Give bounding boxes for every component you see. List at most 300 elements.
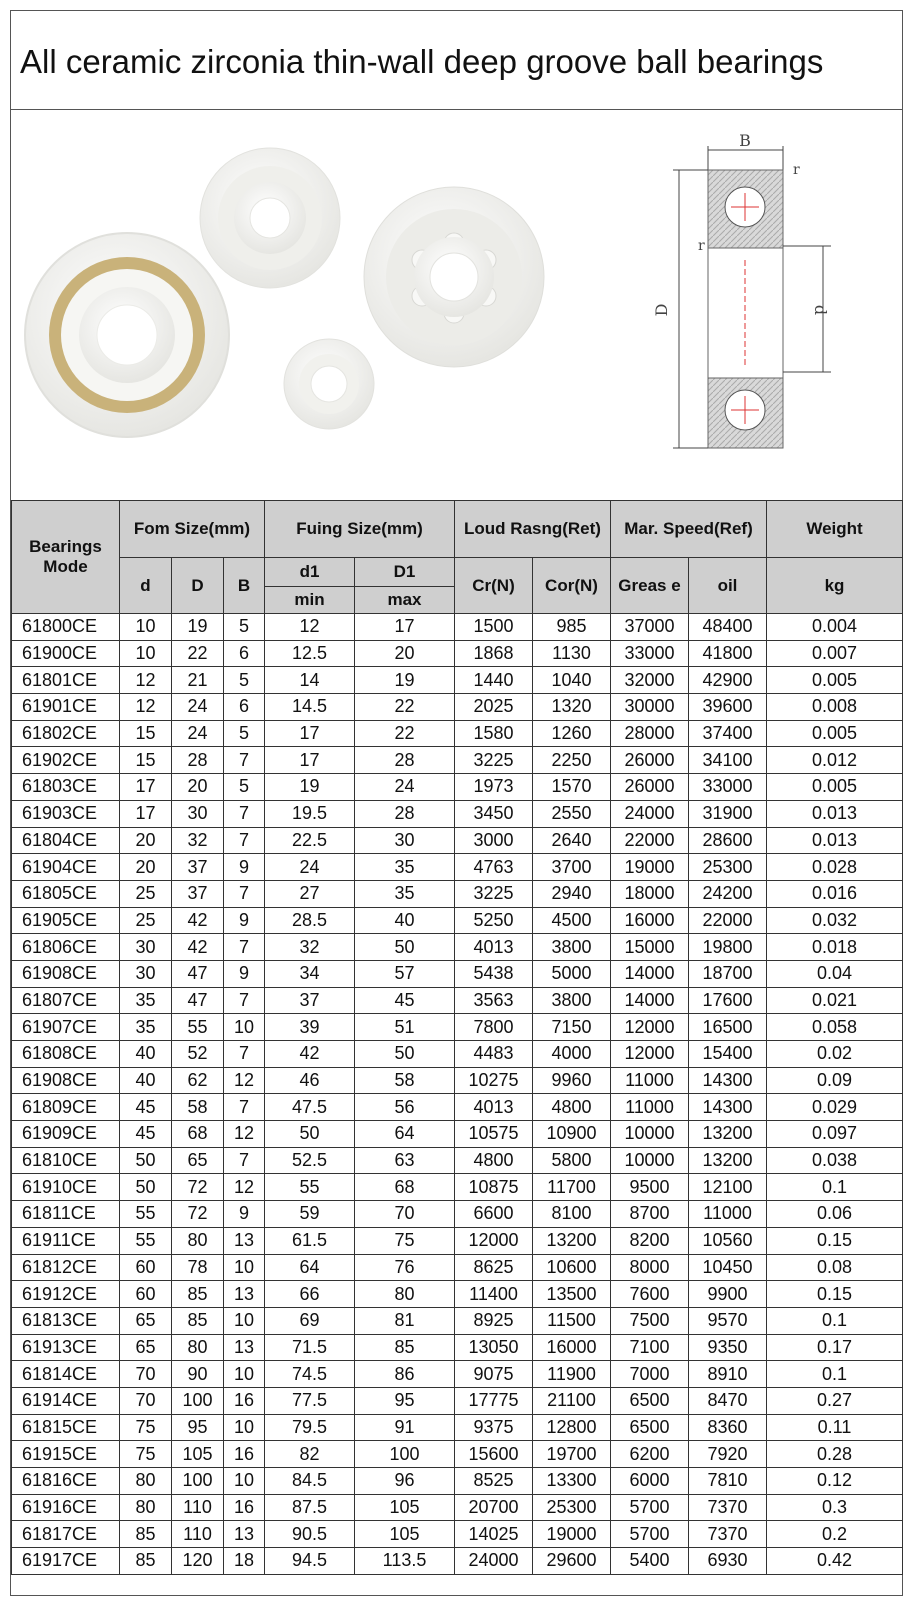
cell-B: 5	[224, 667, 265, 694]
cell-D: 47	[172, 960, 224, 987]
cell-D: 100	[172, 1387, 224, 1414]
cell-D1: 50	[355, 934, 455, 961]
cell-grease: 30000	[611, 694, 689, 721]
cell-d1: 42	[265, 1041, 355, 1068]
cell-cr: 1973	[455, 774, 533, 801]
table-row	[12, 960, 903, 987]
cell-oil: 18700	[689, 960, 767, 987]
cell-D: 52	[172, 1041, 224, 1068]
header-kg: kg	[767, 558, 903, 614]
cell-B: 16	[224, 1387, 265, 1414]
page-title: All ceramic zirconia thin-wall deep groove ball bearings	[20, 43, 824, 80]
cell-mode: 61802CE	[12, 720, 120, 747]
cell-d: 70	[120, 1361, 172, 1388]
cell-d1: 94.5	[265, 1548, 355, 1575]
cell-D1: 86	[355, 1361, 455, 1388]
header-B: B	[224, 558, 265, 614]
cell-D1: 19	[355, 667, 455, 694]
cell-cr: 7800	[455, 1014, 533, 1041]
cell-d1: 27	[265, 880, 355, 907]
dim-label-r-top: r	[793, 162, 800, 178]
cell-D1: 68	[355, 1174, 455, 1201]
cell-d: 15	[120, 720, 172, 747]
cell-d1: 90.5	[265, 1521, 355, 1548]
table-row	[12, 1548, 903, 1575]
cell-D1: 22	[355, 720, 455, 747]
cell-D1: 17	[355, 614, 455, 641]
cell-d1: 64	[265, 1254, 355, 1281]
bearing-small	[284, 339, 374, 429]
cell-grease: 5700	[611, 1494, 689, 1521]
header-d1: d1	[265, 558, 355, 587]
cell-grease: 9500	[611, 1174, 689, 1201]
cell-D1: 100	[355, 1441, 455, 1468]
cell-d1: 84.5	[265, 1468, 355, 1495]
cell-mode: 61911CE	[12, 1227, 120, 1254]
cell-d1: 19.5	[265, 800, 355, 827]
cell-D1: 30	[355, 827, 455, 854]
cell-cor: 1320	[533, 694, 611, 721]
cell-oil: 15400	[689, 1041, 767, 1068]
cell-oil: 37400	[689, 720, 767, 747]
cell-D1: 81	[355, 1307, 455, 1334]
header-cr: Cr(N)	[455, 558, 533, 614]
table-row	[12, 1334, 903, 1361]
cell-d1: 69	[265, 1307, 355, 1334]
cell-d1: 55	[265, 1174, 355, 1201]
cell-cor: 1040	[533, 667, 611, 694]
cell-mode: 61905CE	[12, 907, 120, 934]
cell-cr: 12000	[455, 1227, 533, 1254]
table-row	[12, 1254, 903, 1281]
cell-weight: 0.032	[767, 907, 903, 934]
cell-d1: 46	[265, 1067, 355, 1094]
cell-B: 12	[224, 1121, 265, 1148]
cell-cr: 1500	[455, 614, 533, 641]
cell-D: 85	[172, 1307, 224, 1334]
cell-cr: 15600	[455, 1441, 533, 1468]
table-row	[12, 880, 903, 907]
cell-cor: 985	[533, 614, 611, 641]
cell-cr: 8925	[455, 1307, 533, 1334]
cell-grease: 6200	[611, 1441, 689, 1468]
cell-oil: 17600	[689, 987, 767, 1014]
cell-mode: 61817CE	[12, 1521, 120, 1548]
cell-d1: 66	[265, 1281, 355, 1308]
cell-mode: 61910CE	[12, 1174, 120, 1201]
cell-cr: 3450	[455, 800, 533, 827]
cell-mode: 61803CE	[12, 774, 120, 801]
cell-d1: 87.5	[265, 1494, 355, 1521]
cell-d1: 79.5	[265, 1414, 355, 1441]
cell-mode: 61908CE	[12, 1067, 120, 1094]
cell-d: 15	[120, 747, 172, 774]
cell-B: 12	[224, 1067, 265, 1094]
cell-weight: 0.15	[767, 1227, 903, 1254]
cell-D1: 91	[355, 1414, 455, 1441]
table-row	[12, 1361, 903, 1388]
cell-B: 5	[224, 614, 265, 641]
cell-weight: 0.038	[767, 1147, 903, 1174]
cell-grease: 7600	[611, 1281, 689, 1308]
cell-oil: 13200	[689, 1147, 767, 1174]
table-row	[12, 1414, 903, 1441]
cell-weight: 0.27	[767, 1387, 903, 1414]
cell-cor: 4800	[533, 1094, 611, 1121]
cell-D: 37	[172, 854, 224, 881]
header-d: d	[120, 558, 172, 614]
cell-d1: 61.5	[265, 1227, 355, 1254]
cell-D: 100	[172, 1468, 224, 1495]
cell-D: 110	[172, 1494, 224, 1521]
cell-grease: 8000	[611, 1254, 689, 1281]
cell-D: 68	[172, 1121, 224, 1148]
cell-d: 65	[120, 1334, 172, 1361]
cell-B: 7	[224, 934, 265, 961]
cell-weight: 0.1	[767, 1174, 903, 1201]
cell-grease: 11000	[611, 1094, 689, 1121]
cell-cor: 10600	[533, 1254, 611, 1281]
cell-B: 7	[224, 827, 265, 854]
cell-D1: 40	[355, 907, 455, 934]
cell-weight: 0.42	[767, 1548, 903, 1575]
cell-mode: 61916CE	[12, 1494, 120, 1521]
cell-B: 7	[224, 800, 265, 827]
cell-B: 9	[224, 960, 265, 987]
cell-mode: 61800CE	[12, 614, 120, 641]
cell-d: 85	[120, 1548, 172, 1575]
cell-oil: 8910	[689, 1361, 767, 1388]
cell-weight: 0.08	[767, 1254, 903, 1281]
cell-grease: 6500	[611, 1387, 689, 1414]
cell-D: 62	[172, 1067, 224, 1094]
cell-B: 7	[224, 1147, 265, 1174]
cell-cor: 2640	[533, 827, 611, 854]
cell-grease: 32000	[611, 667, 689, 694]
cell-mode: 61809CE	[12, 1094, 120, 1121]
cell-d1: 28.5	[265, 907, 355, 934]
cell-cor: 4500	[533, 907, 611, 934]
cell-cor: 5000	[533, 960, 611, 987]
cell-d: 25	[120, 880, 172, 907]
table-row	[12, 1147, 903, 1174]
cell-d: 40	[120, 1041, 172, 1068]
dim-label-r-mid: r	[698, 238, 705, 254]
cell-d: 25	[120, 907, 172, 934]
cell-d: 75	[120, 1441, 172, 1468]
cell-cor: 11700	[533, 1174, 611, 1201]
cell-D1: 35	[355, 880, 455, 907]
cell-weight: 0.097	[767, 1121, 903, 1148]
cell-grease: 28000	[611, 720, 689, 747]
cell-mode: 61904CE	[12, 854, 120, 881]
cell-d: 30	[120, 934, 172, 961]
cell-d: 17	[120, 774, 172, 801]
cell-cor: 11500	[533, 1307, 611, 1334]
cell-grease: 5400	[611, 1548, 689, 1575]
cell-oil: 31900	[689, 800, 767, 827]
cell-B: 6	[224, 694, 265, 721]
cell-d1: 17	[265, 747, 355, 774]
cell-cr: 3563	[455, 987, 533, 1014]
cell-D1: 35	[355, 854, 455, 881]
dim-label-d: d	[811, 304, 830, 316]
cell-B: 10	[224, 1414, 265, 1441]
cell-D1: 45	[355, 987, 455, 1014]
table-row	[12, 1227, 903, 1254]
cell-B: 7	[224, 1041, 265, 1068]
cell-D1: 51	[355, 1014, 455, 1041]
header-cor: Cor(N)	[533, 558, 611, 614]
cell-B: 13	[224, 1334, 265, 1361]
cell-cr: 1440	[455, 667, 533, 694]
bearing-large-amber-cage	[25, 233, 229, 437]
cell-D1: 24	[355, 774, 455, 801]
cell-mode: 61915CE	[12, 1441, 120, 1468]
cell-cr: 2025	[455, 694, 533, 721]
cell-D1: 28	[355, 800, 455, 827]
table-row	[12, 774, 903, 801]
cell-D: 110	[172, 1521, 224, 1548]
cell-cor: 5800	[533, 1147, 611, 1174]
cell-B: 7	[224, 987, 265, 1014]
cell-mode: 61813CE	[12, 1307, 120, 1334]
cell-cor: 4000	[533, 1041, 611, 1068]
cell-oil: 24200	[689, 880, 767, 907]
cell-mode: 61909CE	[12, 1121, 120, 1148]
cell-d1: 82	[265, 1441, 355, 1468]
cell-d1: 22.5	[265, 827, 355, 854]
cell-D: 24	[172, 694, 224, 721]
cell-mode: 61811CE	[12, 1201, 120, 1228]
cell-B: 10	[224, 1014, 265, 1041]
cell-cr: 10575	[455, 1121, 533, 1148]
cell-weight: 0.11	[767, 1414, 903, 1441]
table-row	[12, 720, 903, 747]
table-row	[12, 1468, 903, 1495]
cell-B: 12	[224, 1174, 265, 1201]
product-illustration	[11, 110, 902, 500]
cell-D: 42	[172, 907, 224, 934]
cell-D1: 95	[355, 1387, 455, 1414]
cell-cr: 10875	[455, 1174, 533, 1201]
cell-d1: 14	[265, 667, 355, 694]
cell-oil: 39600	[689, 694, 767, 721]
cell-weight: 0.021	[767, 987, 903, 1014]
cell-weight: 0.09	[767, 1067, 903, 1094]
table-row	[12, 1014, 903, 1041]
table-row	[12, 934, 903, 961]
cell-mode: 61806CE	[12, 934, 120, 961]
cell-mode: 61913CE	[12, 1334, 120, 1361]
cell-grease: 22000	[611, 827, 689, 854]
cell-d1: 50	[265, 1121, 355, 1148]
cell-cr: 3225	[455, 880, 533, 907]
cell-B: 9	[224, 854, 265, 881]
table-row	[12, 1201, 903, 1228]
cell-mode: 61908CE	[12, 960, 120, 987]
cell-cor: 16000	[533, 1334, 611, 1361]
cell-B: 10	[224, 1254, 265, 1281]
cell-cor: 1260	[533, 720, 611, 747]
cell-D1: 85	[355, 1334, 455, 1361]
cell-cr: 3000	[455, 827, 533, 854]
cell-grease: 7100	[611, 1334, 689, 1361]
cell-cr: 8525	[455, 1468, 533, 1495]
cell-D1: 56	[355, 1094, 455, 1121]
cell-D1: 75	[355, 1227, 455, 1254]
cell-weight: 0.005	[767, 667, 903, 694]
cell-oil: 14300	[689, 1094, 767, 1121]
cell-weight: 0.1	[767, 1307, 903, 1334]
cell-weight: 0.004	[767, 614, 903, 641]
cell-B: 9	[224, 1201, 265, 1228]
cell-weight: 0.3	[767, 1494, 903, 1521]
cell-cr: 13050	[455, 1334, 533, 1361]
cell-D1: 57	[355, 960, 455, 987]
cell-B: 6	[224, 640, 265, 667]
cell-weight: 0.058	[767, 1014, 903, 1041]
cell-mode: 61815CE	[12, 1414, 120, 1441]
cell-mode: 61807CE	[12, 987, 120, 1014]
cell-weight: 0.1	[767, 1361, 903, 1388]
cell-mode: 61901CE	[12, 694, 120, 721]
table-row	[12, 1094, 903, 1121]
cell-cor: 29600	[533, 1548, 611, 1575]
cell-mode: 61917CE	[12, 1548, 120, 1575]
cell-d: 30	[120, 960, 172, 987]
cell-oil: 8360	[689, 1414, 767, 1441]
title-bar	[10, 10, 903, 110]
cell-cor: 21100	[533, 1387, 611, 1414]
cell-B: 5	[224, 720, 265, 747]
cell-grease: 10000	[611, 1121, 689, 1148]
header-loud-rating: Loud Rasng(Ret)	[455, 501, 611, 558]
cell-grease: 15000	[611, 934, 689, 961]
cell-D1: 80	[355, 1281, 455, 1308]
cell-cor: 13500	[533, 1281, 611, 1308]
cell-cr: 4483	[455, 1041, 533, 1068]
cell-B: 10	[224, 1307, 265, 1334]
cell-cr: 24000	[455, 1548, 533, 1575]
cell-cr: 4763	[455, 854, 533, 881]
cell-d: 50	[120, 1174, 172, 1201]
cell-weight: 0.12	[767, 1468, 903, 1495]
header-max: max	[355, 587, 455, 614]
dim-label-B: B	[739, 131, 751, 150]
bearing-top	[200, 148, 340, 288]
cell-D: 85	[172, 1281, 224, 1308]
cell-oil: 48400	[689, 614, 767, 641]
cell-D: 65	[172, 1147, 224, 1174]
cell-B: 16	[224, 1494, 265, 1521]
header-D: D	[172, 558, 224, 614]
cell-D: 72	[172, 1201, 224, 1228]
table-row	[12, 694, 903, 721]
cell-oil: 34100	[689, 747, 767, 774]
cell-grease: 26000	[611, 747, 689, 774]
cell-oil: 9350	[689, 1334, 767, 1361]
cell-oil: 28600	[689, 827, 767, 854]
cell-weight: 0.005	[767, 774, 903, 801]
cell-cr: 8625	[455, 1254, 533, 1281]
cell-cr: 4013	[455, 1094, 533, 1121]
cell-weight: 0.28	[767, 1441, 903, 1468]
cell-oil: 7370	[689, 1494, 767, 1521]
cell-D: 20	[172, 774, 224, 801]
cell-D: 72	[172, 1174, 224, 1201]
cell-B: 7	[224, 880, 265, 907]
cell-mode: 61914CE	[12, 1387, 120, 1414]
cell-cr: 5250	[455, 907, 533, 934]
cell-cr: 4800	[455, 1147, 533, 1174]
cell-B: 10	[224, 1361, 265, 1388]
cell-oil: 9900	[689, 1281, 767, 1308]
cell-d1: 24	[265, 854, 355, 881]
cell-grease: 24000	[611, 800, 689, 827]
cell-oil: 33000	[689, 774, 767, 801]
cell-D1: 76	[355, 1254, 455, 1281]
cell-D: 22	[172, 640, 224, 667]
cell-grease: 12000	[611, 1041, 689, 1068]
header-fom-size: Fom Size(mm)	[120, 501, 265, 558]
cell-d: 85	[120, 1521, 172, 1548]
cell-D1: 70	[355, 1201, 455, 1228]
header-weight: Weight	[767, 501, 903, 558]
table-row	[12, 800, 903, 827]
cell-mode: 61805CE	[12, 880, 120, 907]
cell-mode: 61808CE	[12, 1041, 120, 1068]
table-row	[12, 667, 903, 694]
cell-oil: 25300	[689, 854, 767, 881]
cell-D1: 63	[355, 1147, 455, 1174]
cell-mode: 61804CE	[12, 827, 120, 854]
header-fuing-size: Fuing Size(mm)	[265, 501, 455, 558]
cell-d1: 47.5	[265, 1094, 355, 1121]
cell-D: 80	[172, 1334, 224, 1361]
cell-D: 19	[172, 614, 224, 641]
cell-d1: 34	[265, 960, 355, 987]
cell-D1: 20	[355, 640, 455, 667]
cell-B: 13	[224, 1281, 265, 1308]
cell-grease: 33000	[611, 640, 689, 667]
cell-cr: 11400	[455, 1281, 533, 1308]
header-grease: Greas e	[611, 558, 689, 614]
cell-oil: 41800	[689, 640, 767, 667]
cell-cor: 25300	[533, 1494, 611, 1521]
bearing-open-balls	[364, 187, 544, 367]
cell-B: 7	[224, 1094, 265, 1121]
header-max-speed: Mar. Speed(Ref)	[611, 501, 767, 558]
cell-B: 9	[224, 907, 265, 934]
cell-d: 60	[120, 1254, 172, 1281]
cell-B: 7	[224, 747, 265, 774]
cell-D1: 96	[355, 1468, 455, 1495]
cell-grease: 6000	[611, 1468, 689, 1495]
cell-mode: 61902CE	[12, 747, 120, 774]
cell-D1: 113.5	[355, 1548, 455, 1575]
cell-d: 70	[120, 1387, 172, 1414]
dim-label-D: D	[652, 303, 671, 317]
cell-weight: 0.029	[767, 1094, 903, 1121]
cell-grease: 10000	[611, 1147, 689, 1174]
cell-grease: 6500	[611, 1414, 689, 1441]
cell-d: 80	[120, 1494, 172, 1521]
cell-cor: 7150	[533, 1014, 611, 1041]
cell-grease: 14000	[611, 960, 689, 987]
cell-cor: 19000	[533, 1521, 611, 1548]
cell-mode: 61816CE	[12, 1468, 120, 1495]
